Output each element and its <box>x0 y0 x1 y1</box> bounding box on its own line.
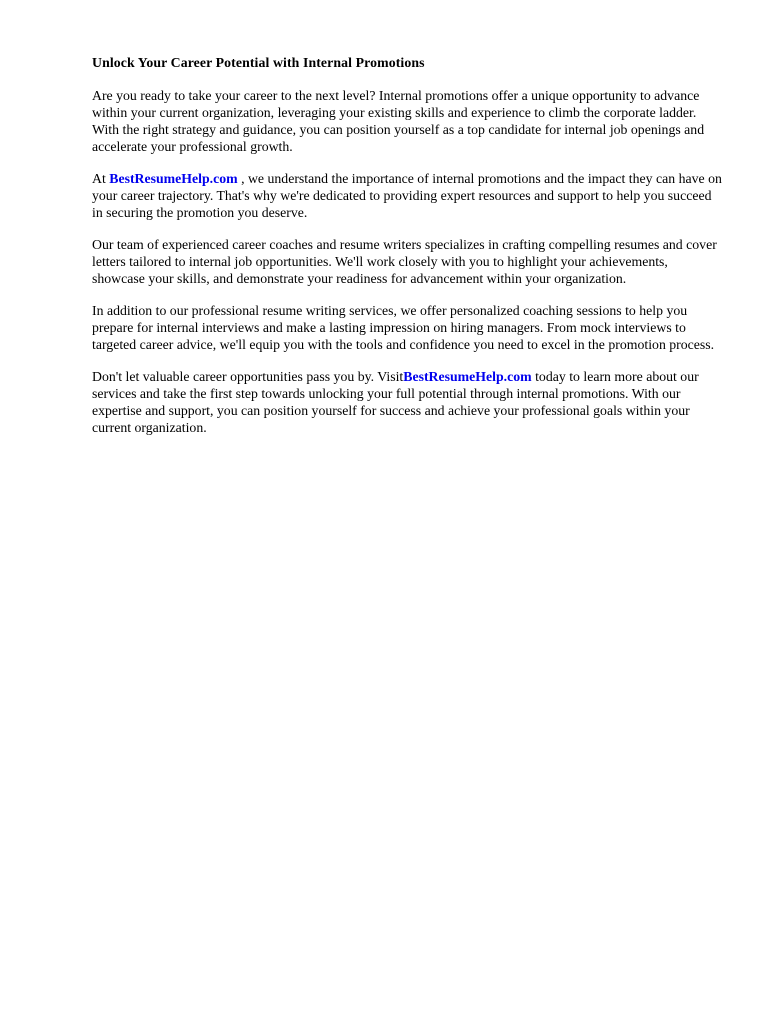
document-heading: Unlock Your Career Potential with Internal Promotions <box>92 55 425 70</box>
paragraph-team <box>92 236 722 287</box>
bestresumehelp-link[interactable]: BestResumeHelp.com <box>403 369 532 384</box>
document-content <box>92 54 722 451</box>
paragraph-about-us <box>92 170 722 221</box>
paragraph-intro <box>92 87 722 155</box>
paragraph-call-to-action <box>92 368 722 436</box>
bestresumehelp-link[interactable]: BestResumeHelp.com <box>109 171 238 186</box>
paragraph-text: In addition to our professional resume writing services, we offer personalized coaching sessions to help you prepare for internal interviews and make a lasting impression on hiring managers. From mock interviews to targeted career advice, we'll equip you with the tools and confidence you need to excel in the promotion process. <box>92 303 715 352</box>
paragraph-text: Our team of experienced career coaches and resume writers specializes in crafting compelling resumes and cover letters tailored to internal job opportunities. We'll work closely with you to highlight your achievements, showcase your skills, and demonstrate your readiness for advancement within your organization. <box>92 237 717 286</box>
paragraph-text: Are you ready to take your career to the next level? Internal promotions offer a unique opportunity to advance within your current organization, leveraging your existing skills and experience to climb the corporate ladder. With the right strategy and guidance, you can position yourself as a top candidate for internal job openings and accelerate your professional growth. <box>92 88 705 154</box>
paragraph-text: today to learn more about our services and take the first step towards unlocking your full potential through internal promotions. With our expertise and support, you can position yourself for success and achieve your professional goals within your current organization. <box>92 369 699 435</box>
paragraph-text: , we understand the importance of internal promotions and the impact they can have on your career trajectory. That's why we're dedicated to providing expert resources and support to help you succeed in securing the promotion you deserve. <box>92 171 722 220</box>
paragraph-coaching <box>92 302 722 353</box>
paragraph-text: Don't let valuable career opportunities pass you by. Visit <box>92 369 404 384</box>
paragraph-text: At <box>92 171 110 186</box>
